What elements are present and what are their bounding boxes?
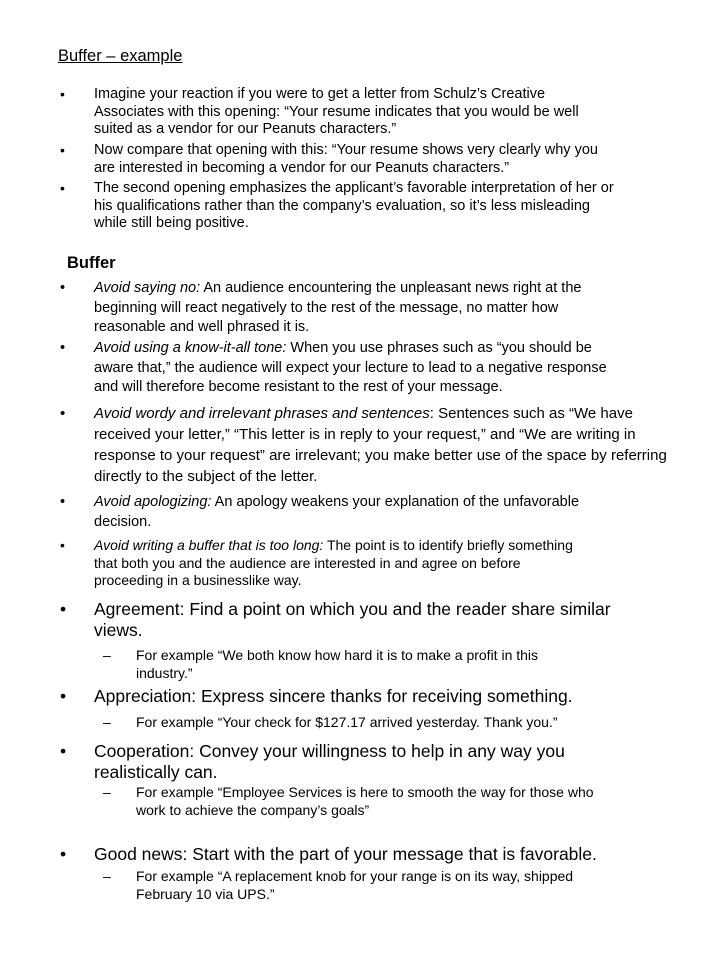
text-line: For example “A replacement knob for your range is on its way, shipped bbox=[136, 868, 574, 884]
text-line: Now compare that opening with this: “Your resume shows very clearly why you bbox=[94, 142, 598, 158]
text-line: Good news: Start with the part of your message that is favorable. bbox=[94, 844, 597, 864]
text-line: proceeding in a businesslike way. bbox=[94, 572, 302, 588]
text-line: suited as a vendor for our Peanuts characters.” bbox=[94, 121, 397, 137]
bullet-icon: • bbox=[60, 180, 65, 196]
bullet-icon: • bbox=[60, 280, 66, 296]
text-line: and will therefore become resistant to the rest of your message. bbox=[94, 379, 503, 395]
text-line: reasonable and well phrased it is. bbox=[94, 319, 310, 335]
bullet-icon: • bbox=[60, 142, 65, 158]
dash-icon: – bbox=[103, 868, 111, 884]
text-line: decision. bbox=[94, 513, 152, 530]
text-line: are interested in becoming a vendor for our Peanuts characters.” bbox=[94, 159, 510, 176]
bullet-icon: • bbox=[60, 405, 66, 422]
text-line: realistically can. bbox=[94, 762, 218, 782]
text-line: industry.” bbox=[136, 664, 193, 681]
dash-icon: – bbox=[103, 784, 111, 800]
dash-icon: – bbox=[103, 714, 111, 730]
bullet-icon: • bbox=[60, 537, 65, 553]
section-title-buffer: Buffer bbox=[67, 254, 116, 272]
italic-lead: Avoid using a know-it-all tone: bbox=[94, 340, 287, 356]
text-line: For example “We both know how hard it is to make a profit in this bbox=[136, 647, 539, 663]
bullet-icon: • bbox=[60, 86, 65, 102]
italic-lead: Avoid saying no: bbox=[94, 280, 201, 296]
bullet-icon: • bbox=[60, 340, 66, 356]
text-line: response to your request” are irrelevant; you make better use of the space by referring bbox=[94, 447, 667, 464]
text-line: Agreement: Find a point on which you and the reader share similar bbox=[94, 599, 611, 619]
italic-lead: Avoid wordy and irrelevant phrases and sentences bbox=[94, 405, 430, 422]
text-line: The point is to identify briefly something bbox=[323, 537, 573, 553]
text-line: When you use phrases such as “you should be bbox=[286, 340, 592, 356]
text-line: For example “Your check for $127.17 arrived yesterday. Thank you.” bbox=[136, 714, 558, 730]
text-line: his qualifications rather than the company’s evaluation, so it’s less misleading bbox=[94, 197, 590, 214]
text-line: while still being positive. bbox=[94, 215, 249, 231]
bullet-icon: • bbox=[60, 741, 67, 761]
text-line: views. bbox=[94, 620, 143, 640]
text-line: Associates with this opening: “Your resume indicates that you would be well bbox=[94, 103, 579, 120]
text-line: received your letter,” “This letter is in reply to your request,” and “We are writing in bbox=[94, 426, 636, 443]
text-line: Imagine your reaction if you were to get a letter from Schulz’s Creative bbox=[94, 86, 546, 102]
section-title-buffer-example: Buffer – example bbox=[58, 47, 183, 65]
text-line: that both you and the audience are interested in and agree on before bbox=[94, 554, 521, 571]
text-line: Appreciation: Express sincere thanks for receiving something. bbox=[94, 686, 573, 706]
text-line: : Sentences such as “We have bbox=[429, 405, 633, 422]
bullet-icon: • bbox=[60, 686, 67, 706]
text-line: directly to the subject of the letter. bbox=[94, 468, 318, 485]
text-line: February 10 via UPS.” bbox=[136, 885, 275, 902]
text-line: aware that,” the audience will expect your lecture to lead to a negative response bbox=[94, 359, 607, 376]
bullet-icon: • bbox=[60, 494, 66, 510]
text-line: An apology weakens your explanation of the unfavorable bbox=[211, 494, 580, 510]
text-line: Cooperation: Convey your willingness to help in any way you bbox=[94, 741, 565, 761]
text-line: beginning will react negatively to the rest of the message, no matter how bbox=[94, 299, 559, 316]
bullet-icon: • bbox=[60, 844, 67, 864]
dash-icon: – bbox=[103, 647, 111, 663]
bullet-icon: • bbox=[60, 599, 67, 619]
text-line: The second opening emphasizes the applicant’s favorable interpretation of her or bbox=[94, 180, 614, 196]
italic-lead: Avoid writing a buffer that is too long: bbox=[94, 537, 324, 553]
text-line: An audience encountering the unpleasant news right at the bbox=[200, 280, 582, 296]
italic-lead: Avoid apologizing: bbox=[94, 494, 212, 510]
text-line: For example “Employee Services is here to smooth the way for those who bbox=[136, 784, 594, 800]
text-line: work to achieve the company’s goals” bbox=[136, 801, 370, 818]
